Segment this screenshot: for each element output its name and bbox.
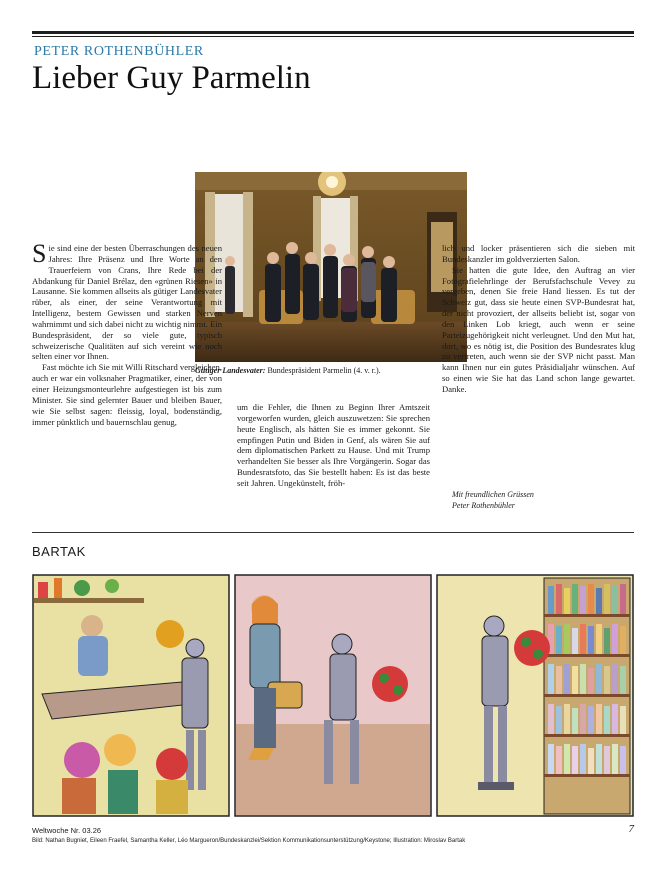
paragraph-3: um die Fehler, die Ihnen zu Beginn Ihrer Amtszeit vorgeworfen wurden, gleich auszuwetzen: Sie sprechen heute Englisch, als hätten Sie es immer gekonnt. Sie empfingen Putin und Biden in Genf, als wären Sie auf dem diplomatischen Parkett zu Hause. Und mit Trump verhandelten Sie besser als Ihre Vorgängerin. Sogar das Bundesratsfoto, das Sie bestellt haben: Es ist das beste seit Jahren. Ungekünstelt, fröh-: [237, 402, 430, 488]
signature-line: Peter Rothenbühler: [452, 501, 515, 510]
cartoon-panel-street: [235, 575, 431, 816]
photo-caption: [195, 366, 467, 375]
drop-cap: S: [32, 239, 47, 268]
federal-council-photo: [195, 172, 467, 362]
closing-line: Mit freundlichen Grüssen: [452, 490, 534, 499]
article-column-3: [442, 243, 635, 395]
paragraph-4: lich und locker präsentieren sich die sieben mit Bundeskanzler im goldverzierten Salon.: [442, 243, 635, 264]
article-column-2: [237, 402, 430, 489]
caption-text: Bundespräsident Parmelin (4. v. r.).: [265, 366, 381, 375]
signoff: [452, 489, 534, 511]
cartoon-panel-flower-shop: [33, 575, 229, 816]
paragraph-5: Sie hatten die gute Idee, den Auftrag an vier Fotografielehrlinge der Berufsfachschule Vevey zu vergeben, denen Sie freie Hand liessen. Es tut der Schweiz gut, dass sie heute einen SVP-Bundesrat hat, der nicht provoziert, der allseits beliebt ist, sogar von den Linken Lob kriegt, auch wenn er seine Parteizugehörigkeit nicht verleugnet. Und den Mut hat, dort, wo es nötig ist, die Position des Bundesrates klug zu vertreten, auch wenn sie der SVP nicht passt. Man kann Ihnen nur ein gutes Präsidialjahr wünschen. Auf so einen wie Sie hat das Land schon lange gewartet. Danke.: [442, 264, 635, 394]
article-title: Lieber Guy Parmelin: [32, 60, 311, 96]
cartoon-label: BARTAK: [32, 544, 86, 559]
top-rule-thin: [32, 36, 634, 37]
image-credits: Bild: Nathan Bugniet, Eileen Fraefel, Samantha Keller, Léo Margueron/Bundeskanzlei/Sektion Kommunikationsunterstützung/Keystone; Illustration: Miroslav Bartak: [32, 838, 466, 844]
article-column-1: [32, 239, 222, 427]
caption-lead: Gütiger Landesvater:: [195, 366, 266, 375]
top-rule: [32, 31, 634, 34]
paragraph-1: ie sind eine der besten Überraschungen des neuen Jahres: Ihre Präsenz und Ihre Worte an den Trauerfeiern von Crans, Ihre Rede bei der Abdankung für Daniel Brélaz, den «grünen Riesen» in Lausanne. Sie kommen allseits als gütiger Landesvater rüber, als einer, der seine Verantwortung mit Intelligenz, bestem Gewissen und starken Nerven wahrnimmt und sich dabei nicht zu wichtig nimmt. Ein Bundespräsident, der so viele gute, typisch schweizerische Qualitäten auf sich vereint wie noch selten einer vor Ihnen.: [32, 243, 222, 362]
page-number: 7: [628, 823, 634, 835]
section-divider: [32, 532, 634, 533]
cartoon-panel-bookshelf: [437, 575, 633, 816]
author-kicker: PETER ROTHENBÜHLER: [34, 44, 204, 59]
cartoon-strip: [32, 574, 634, 817]
issue-label: Weltwoche Nr. 03.26: [32, 826, 102, 835]
paragraph-2: Fast möchte ich Sie mit Willi Ritschard vergleichen, auch er war ein volksnaher Pragmatiker, einer, der von einer Heizungsmonteurlehre aufgestiegen ist bis zum Minister. Sie sind gelernter Bauer und bleiben Bauer, wie Sie selbst sagen: fleissig, loyal, bodenständig, immer pünktlich und bauernschlau genug,: [32, 362, 222, 427]
